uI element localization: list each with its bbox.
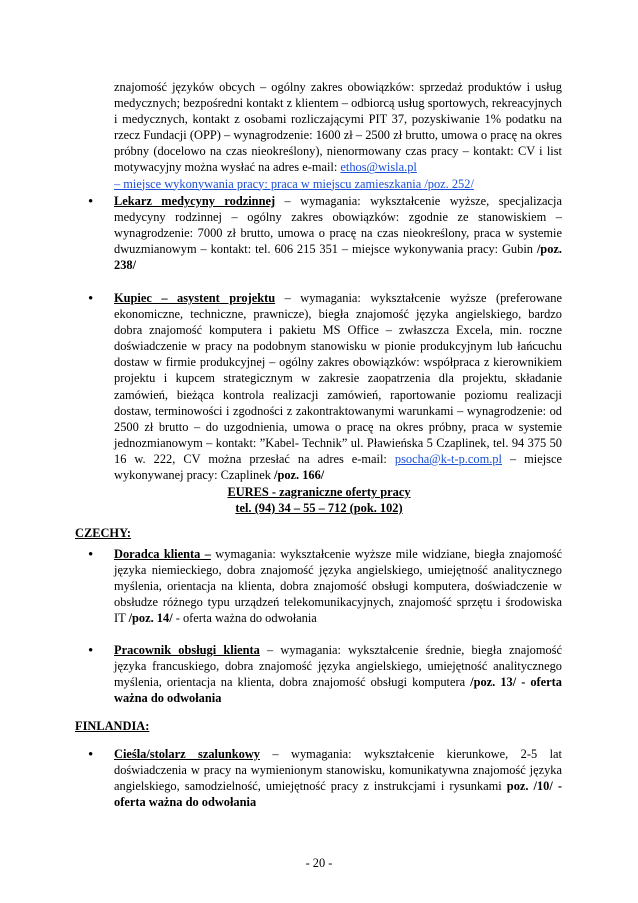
offer-ref: /poz. 238/: [114, 242, 562, 273]
page-number: - 20 -: [305, 856, 333, 870]
intro-email-link[interactable]: ethos@wisla.pl: [340, 160, 417, 175]
offer-body: – wymagania: wykształcenie średnie, biegła znajomość języka francuskiego, dobra znajomość języka angielskiego, umiejętność analitycznego myślenia, orientacja na klienta, dobra znajomość obsługi komputera: [114, 643, 562, 690]
offer-ref: poz. /10/ - oferta ważna do odwołania: [114, 779, 562, 810]
offer-body: – wymagania: wykształcenie wyższe (preferowane ekonomiczne, techniczne, prawnicze), biegła znajomość języka angielskiego, bardzo dobra znajomość komputera i pakietu MS Office – zwłaszcza Excela, min. roczne doświadczenie w pracy na podobnym stanowisku w pionie produkcyjnym lub łańcuchu dostaw w firmie produkcyjnej – ogólny zakres obowiązków: współpraca z kierownikiem projektu i kupcem strategicznym w zakresie zaopatrzenia dla projektu, składanie zamówień, bieżąca kontrola realizacji zamówień, raportowanie poziomu realizacji dostaw, terminowości i zgodności z zakontraktowanymi warunkami – wynagrodzenie: od 2500 zł brutto – do uzgodnienia, umowa o pracę na okres próbny, praca w systemie jednozmianowym – kontakt: ”Kabel- Technik” ul. Pławieńska 5 Czaplinek, tel. 94 375 50 16 w. 222, CV można przesłać na adres e-mail:: [114, 291, 562, 466]
offer-title: Cieśla/stolarz szalunkowy: [114, 747, 260, 761]
offer-body: – wymagania: wykształcenie wyższe, specjalizacja medycyny rodzinnej – ogólny zakres obowiązków: zgodnie ze stanowiskiem – wynagrodzenie: 7000 zł brutto, umowa o pracę na czas nieokreślony, praca w systemie dwuzmianowym – kontakt: tel. 606 215 351 – miejsce wykonywania pracy: Gubin: [114, 194, 562, 257]
offer-body: – wymagania: wykształcenie kierunkowe, 2-5 lat doświadczenia w pracy na wymienionym stanowisku, komunikatywna znajomość języka angielskiego, samodzielność, umiejętność pracy z instrukcjami i rysunkami: [114, 747, 562, 794]
offer-tail: - oferta ważna do odwołania: [172, 611, 317, 626]
offer-title: Kupiec – asystent projektu: [114, 291, 276, 305]
offer-item: [114, 746, 562, 810]
offer-body: wymagania: wykształcenie wyższe mile widziane, biegła znajomość języka niemieckiego, dobra znajomość języka angielskiego, umiejętność analitycznego myślenia, orientacja na klienta, dobra znajomość obsługi komputera, doświadczenie w obsłudze różnego typu urządzeń telekomunikacyjnych, znajomość sprzętu i środowiska IT: [114, 547, 562, 626]
offer-ref: /poz. 14/: [128, 611, 173, 626]
offer-email-link[interactable]: psocha@k-t-p.com.pl: [394, 451, 502, 466]
section-heading-czechy: CZECHY:: [75, 526, 131, 540]
bullet: •: [88, 747, 94, 763]
offer-title: Pracownik obsługi klienta: [114, 643, 260, 657]
bullet: •: [88, 547, 94, 563]
eures-heading: EURES - zagraniczne oferty pracy: [227, 485, 411, 499]
offer-item: [114, 546, 562, 626]
offer-item: [114, 193, 562, 273]
eures-phone: tel. (94) 34 – 55 – 712 (pok. 102): [235, 501, 403, 515]
offer-ref: /poz. 13/ - oferta ważna do odwołania: [114, 675, 562, 706]
offer-item: [114, 642, 562, 706]
offer-title: Doradca klienta –: [114, 547, 211, 561]
section-heading-finlandia: FINLANDIA:: [75, 719, 150, 733]
offer-item: [114, 290, 562, 483]
intro-paragraph: [114, 79, 562, 192]
offer-title: Lekarz medycyny rodzinnej: [114, 194, 276, 208]
intro-text: znajomość języków obcych – ogólny zakres obowiązków: sprzedaż produktów i usług medycznych; bezpośredni kontakt z klientem – odbiorcą usług sportowych, rekreacyjnych i medycznych, kontakt z osobami rozliczającymi PIT 37, pozyskiwanie 1% podatku na rzecz Fundacji (OPP) – wynagrodzenie: 1600 zł – 2500 zł brutto, umowa o pracę na okres próbny (docelowo na czas nieokreślony), nienormowany czas pracy – kontakt: CV i list motywacyjny można wysłać na adres e-mail:: [114, 80, 562, 175]
offer-tail: – miejsce wykonywanej pracy: Czaplinek: [114, 451, 562, 483]
bullet: •: [88, 643, 94, 659]
bullet: •: [88, 194, 94, 210]
intro-tail-link[interactable]: – miejsce wykonywania pracy: praca w miejscu zamieszkania /poz. 252/: [114, 176, 474, 191]
bullet: •: [88, 291, 94, 307]
offer-ref: /poz. 166/: [274, 468, 325, 483]
